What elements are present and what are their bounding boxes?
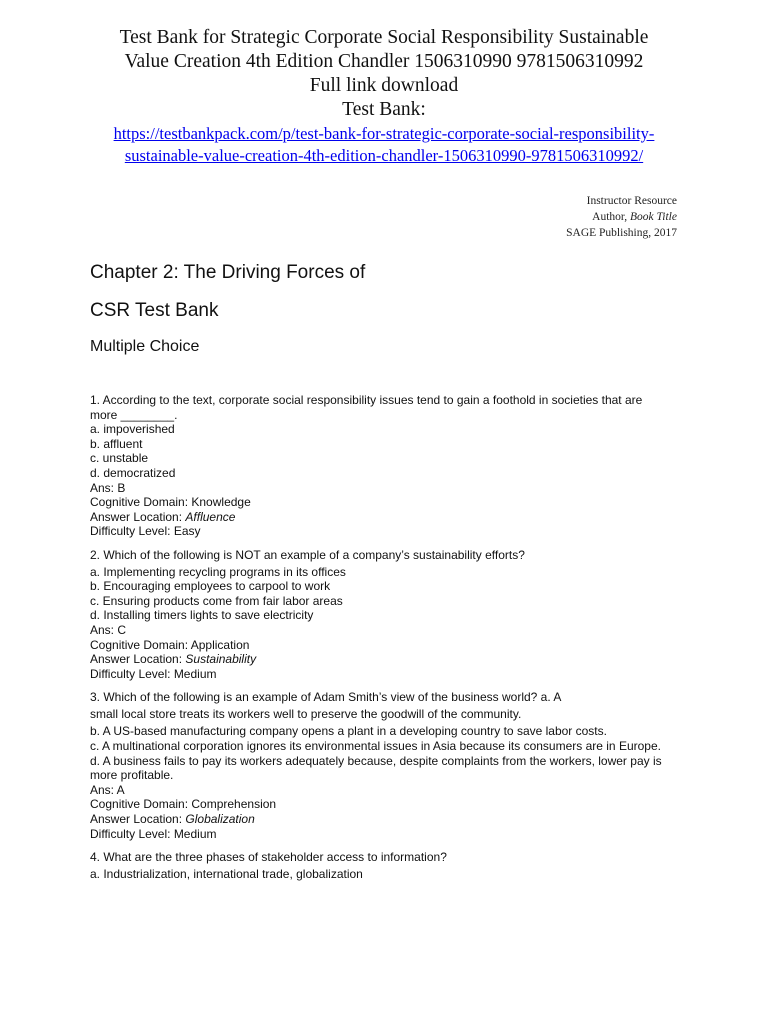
question-stem-continued: small local store treats its workers well to preserve the goodwill of the community. [90,706,522,721]
download-link-line1[interactable]: https://testbankpack.com/p/test-bank-for-strategic-corporate-social-responsibility- [113,124,655,143]
answer-option: a. Industrialization, international trade, globalization [90,866,363,881]
answer-key: Ans: B [90,480,126,495]
answer-option: d. Installing timers lights to save electricity [90,608,314,623]
answer-option: b. affluent [90,436,143,451]
section-title: Multiple Choice [90,338,200,355]
answer-location-value: Sustainability [185,652,257,667]
header-test-bank-label: Test Bank: [342,99,426,120]
question-stem: 2. Which of the following is NOT an example of a company’s sustainability efforts? [90,547,525,562]
book-title: Book Title [630,211,677,223]
cognitive-domain: Cognitive Domain: Knowledge [90,495,251,510]
question-1 [90,393,686,539]
answer-location [90,812,686,827]
answer-option: d. A business fails to pay its workers adequately because, despite complaints from the workers, lower pay is more profitable. [90,753,662,783]
question-stem-continued: more ________. [90,407,178,422]
author-line [566,209,677,225]
answer-option: a. impoverished [90,422,175,437]
answer-option: b. A US-based manufacturing company opens a plant in a developing country to save labor costs. [90,724,607,739]
author-label: Author, [592,211,631,223]
answer-option: c. Ensuring products come from fair labor areas [90,593,343,608]
answer-location [90,652,686,667]
question-stem: 4. What are the three phases of stakeholder access to information? [90,850,447,865]
cognitive-domain: Cognitive Domain: Comprehension [90,797,277,812]
difficulty-level: Difficulty Level: Easy [90,524,201,539]
download-link-line2[interactable]: sustainable-value-creation-4th-edition-chandler-1506310990-9781506310992/ [124,146,644,165]
question-stem: 3. Which of the following is an example of Adam Smith’s view of the business world? a. A [90,690,562,705]
header-title-line2: Value Creation 4th Edition Chandler 1506310990 9781506310992 [124,51,644,72]
answer-location-label: Answer Location: [90,652,186,667]
cognitive-domain: Cognitive Domain: Application [90,637,250,652]
answer-option: a. Implementing recycling programs in its offices [90,564,346,579]
chapter-title-line2: CSR Test Bank [90,300,219,321]
answer-option: c. unstable [90,451,149,466]
header-title-line1: Test Bank for Strategic Corporate Social Responsibility Sustainable [119,27,649,48]
answer-location-value: Globalization [185,812,255,827]
question-3 [90,690,686,841]
answer-key: Ans: C [90,622,127,637]
question-2 [90,548,686,681]
answer-location-value: Affluence [185,509,236,524]
download-link[interactable] [0,123,768,167]
answer-key: Ans: A [90,782,125,797]
header-download-label: Full link download [309,75,459,96]
resource-label: Instructor Resource [586,195,677,207]
chapter-title [90,254,690,330]
document-header [0,26,768,167]
answer-location [90,510,686,525]
chapter-title-line1: Chapter 2: The Driving Forces of [90,262,366,283]
answer-option: c. A multinational corporation ignores its environmental issues in Asia because its consumers are in Europe. [90,739,661,754]
publisher-line: SAGE Publishing, 2017 [566,227,677,239]
difficulty-level: Difficulty Level: Medium [90,666,217,681]
question-list [90,393,686,890]
answer-option: b. Encouraging employees to carpool to work [90,579,331,594]
answer-location-label: Answer Location: [90,509,186,524]
answer-location-label: Answer Location: [90,812,186,827]
answer-option: d. democratized [90,465,176,480]
question-4 [90,850,686,881]
question-stem: 1. According to the text, corporate social responsibility issues tend to gain a foothold in societies that are [90,393,643,407]
instructor-resource-block [566,193,677,241]
difficulty-level: Difficulty Level: Medium [90,826,217,841]
